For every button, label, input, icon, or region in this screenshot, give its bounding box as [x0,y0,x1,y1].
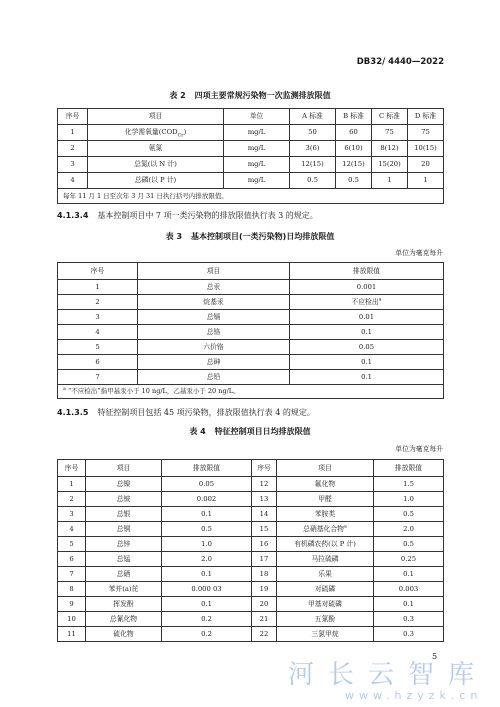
seq-cell: 7 [58,370,138,385]
table-3-note [58,385,444,399]
unit-cell: mg/L [224,141,290,157]
item-text-tail: ) [183,128,187,136]
table-3-label: 表 3 [165,232,183,241]
table-note-row [58,189,444,204]
limit-cell: 0.2 [162,612,252,627]
table-row [58,582,444,597]
header-standard-c: C 标准 [372,109,408,125]
clause-4-1-3-4 [57,211,318,221]
item-cell: 总铍 [86,492,162,507]
table-3-unit-note: 单位为毫克每升 [395,249,443,257]
table-row [58,597,444,612]
table-row [58,370,444,385]
item-cell: 总氰化物 [86,612,162,627]
table-row [58,340,444,355]
table-row [58,537,444,552]
header-seq: 序号 [58,109,88,125]
seq-cell: 14 [252,507,277,522]
watermark-name: 河长云智库 [288,660,489,690]
table-2-note: 每年 11 月 1 日至次年 3 月 31 日执行括号内排放限值。 [58,189,444,204]
item-cell: 挥发酚 [86,597,162,612]
item-cell: 有机磷农药(以 P 计) [277,537,374,552]
limit-cell: 0.3 [374,612,444,627]
item-cell: 甲基对硫磷 [277,597,374,612]
table-row [58,492,444,507]
standard-c-cell: 8(12) [372,141,408,157]
table-4-title [0,427,500,437]
limit-cell: 0.1 [162,507,252,522]
standard-a-cell: 0.5 [290,173,336,189]
limit-cell: 0.1 [290,325,444,340]
item-cell: 硫化物 [86,627,162,642]
table-header-row [58,460,444,477]
seq-cell: 9 [58,597,86,612]
table-row [58,612,444,627]
standard-c-cell: 15(20) [372,157,408,173]
item-cell: 氟化物 [277,477,374,492]
footnote-marker: a [378,297,382,303]
header-seq: 序号 [252,460,277,477]
watermark-url: www.hzyzk.cn [345,689,483,702]
item-cell: 总锌 [86,537,162,552]
seq-cell: 3 [58,507,86,522]
table-header-row [58,109,444,125]
limit-cell [290,295,444,310]
item-cell: 乐果 [277,567,374,582]
limit-cell: 0.1 [162,567,252,582]
table-header-row [58,263,444,280]
item-cell: 六价铬 [138,340,290,355]
seq-cell: 20 [252,597,277,612]
seq-cell: 18 [252,567,277,582]
table-row [58,280,444,295]
limit-cell: 0.1 [374,597,444,612]
document-code: DB32/ 4440—2022 [356,57,444,67]
limit-text: 不应检出 [351,297,379,306]
header-limit: 排放限值 [162,460,252,477]
item-cell: 总镍 [86,477,162,492]
seq-cell: 21 [252,612,277,627]
item-cell: 三氯甲烷 [277,627,374,642]
seq-cell: 4 [58,173,88,189]
limit-cell: 0.25 [374,552,444,567]
header-standard-d: D 标准 [408,109,444,125]
seq-cell: 8 [58,582,86,597]
seq-cell: 1 [58,477,86,492]
limit-cell: 0.2 [162,627,252,642]
item-cell: 对硫磷 [277,582,374,597]
seq-cell: 4 [58,325,138,340]
limit-cell: 1.0 [162,537,252,552]
clause-text: 基本控制项目中 7 项一类污染物的排放限值执行表 3 的规定。 [97,211,318,220]
table-4-unit-note: 单位为毫克每升 [395,445,443,453]
table-row [58,310,444,325]
seq-cell: 15 [252,522,277,537]
unit-cell: mg/L [224,157,290,173]
limit-cell: 0.002 [162,492,252,507]
table-4 [57,459,444,642]
standard-c-cell: 1 [372,173,408,189]
limit-cell: 0.5 [162,522,252,537]
header-standard-b: B 标准 [336,109,372,125]
standard-c-cell: 75 [372,125,408,141]
item-cell: 总汞 [138,280,290,295]
limit-cell: 0.000 03 [162,582,252,597]
limit-cell: 1.5 [374,477,444,492]
seq-cell: 13 [252,492,277,507]
standard-a-cell: 50 [290,125,336,141]
limit-cell: 0.3 [374,627,444,642]
table-3-title-text: 基本控制项目(一类污染物)日均排放限值 [191,232,335,241]
limit-cell: 0.1 [374,567,444,582]
limit-cell: 2.0 [374,522,444,537]
table-row [58,355,444,370]
limit-cell: 0.5 [374,507,444,522]
seq-cell: 6 [58,552,86,567]
seq-cell: 17 [252,552,277,567]
table-row [58,141,444,157]
seq-cell: 7 [58,567,86,582]
clause-number: 4.1.3.4 [57,211,89,220]
standard-d-cell: 1 [408,173,444,189]
header-standard-a: A 标准 [290,109,336,125]
table-row [58,325,444,340]
limit-cell: 2.0 [162,552,252,567]
table-row [58,552,444,567]
item-cell: 总铅 [138,370,290,385]
seq-cell: 1 [58,125,88,141]
item-cell: 总磷(以 P 计) [88,173,224,189]
limit-cell: 0.1 [290,355,444,370]
limit-cell: 0.05 [162,477,252,492]
footnote-text: “不应检出”指甲基汞小于 10 ng/L，乙基汞小于 20 ng/L。 [67,387,240,395]
limit-cell: 0.1 [162,597,252,612]
seq-cell: 2 [58,492,86,507]
header-item: 项目 [277,460,374,477]
item-cell: 马拉硫磷 [277,552,374,567]
item-cell: 苯胺类 [277,507,374,522]
table-row [58,157,444,173]
item-cell: 总铬 [138,325,290,340]
standard-b-cell: 6(10) [336,141,372,157]
item-cell [277,522,374,537]
table-row [58,173,444,189]
clause-number: 4.1.3.5 [57,408,89,417]
item-cell: 五氯酚 [277,612,374,627]
table-row [58,567,444,582]
table-4-title-text: 特征控制项目日均排放限值 [214,427,311,436]
seq-cell: 4 [58,522,86,537]
table-2 [57,108,444,204]
header-unit: 单位 [224,109,290,125]
unit-cell: mg/L [224,125,290,141]
table-row [58,507,444,522]
header-item: 项目 [86,460,162,477]
standard-d-cell: 75 [408,125,444,141]
standard-b-cell: 12(15) [336,157,372,173]
table-2-label: 表 2 [169,91,186,100]
item-cell: 苯并(a)芘 [86,582,162,597]
item-text: 化学需氧量(COD [124,128,178,136]
item-cell: 烷基汞 [138,295,290,310]
limit-cell: 0.01 [290,310,444,325]
item-cell: 总氮(以 N 计) [88,157,224,173]
standard-d-cell: 20 [408,157,444,173]
table-row [58,125,444,141]
limit-cell: 0.001 [290,280,444,295]
header-limit: 排放限值 [290,263,444,280]
item-cell: 总铜 [86,522,162,537]
seq-cell: 2 [58,295,138,310]
limit-cell: 0.5 [374,537,444,552]
standard-d-cell: 10(15) [408,141,444,157]
clause-text: 特征控制项目包括 45 项污染物，排放限值执行表 4 的规定。 [97,408,315,417]
table-3-title [0,232,500,242]
item-text: 总硝基化合物 [303,524,344,533]
table-4-label: 表 4 [189,427,206,436]
header-item: 项目 [88,109,224,125]
table-2-title-text: 四项主要常规污染物一次监测排放限值 [194,91,331,100]
standard-a-cell: 3(6) [290,141,336,157]
limit-cell: 0.003 [374,582,444,597]
seq-cell: 3 [58,157,88,173]
table-2-title [0,91,500,101]
seq-cell: 6 [58,355,138,370]
standard-a-cell: 12(15) [290,157,336,173]
item-cell: 总砷 [138,355,290,370]
header-item: 项目 [138,263,290,280]
seq-cell: 22 [252,627,277,642]
table-row [58,477,444,492]
seq-cell: 5 [58,537,86,552]
table-row [58,295,444,310]
seq-cell: 10 [58,612,86,627]
item-cell: 总镉 [138,310,290,325]
seq-cell: 5 [58,340,138,355]
table-3 [57,262,444,399]
item-cell: 总锰 [86,552,162,567]
limit-cell: 0.1 [290,370,444,385]
table-row [58,627,444,642]
header-seq: 序号 [58,263,138,280]
seq-cell: 3 [58,310,138,325]
header-seq: 序号 [58,460,86,477]
clause-4-1-3-5 [57,408,315,418]
seq-cell: 11 [58,627,86,642]
table-note-row [58,385,444,399]
unit-cell: mg/L [224,173,290,189]
footnote-marker: a [343,524,347,530]
page-number: 5 [432,652,438,661]
limit-cell: 0.05 [290,340,444,355]
seq-cell: 2 [58,141,88,157]
item-cell: 氨氮 [88,141,224,157]
seq-cell: 16 [252,537,277,552]
standard-b-cell: 60 [336,125,372,141]
table-row [58,522,444,537]
item-cell: 总硒 [86,567,162,582]
footnote-marker: a [63,386,66,392]
item-cell: 总银 [86,507,162,522]
standard-b-cell: 0.5 [336,173,372,189]
item-cell [88,125,224,141]
limit-cell: 1.0 [374,492,444,507]
seq-cell: 19 [252,582,277,597]
seq-cell: 12 [252,477,277,492]
item-cell: 甲醛 [277,492,374,507]
seq-cell: 1 [58,280,138,295]
header-limit: 排放限值 [374,460,444,477]
item-subscript: Cr [177,133,184,139]
